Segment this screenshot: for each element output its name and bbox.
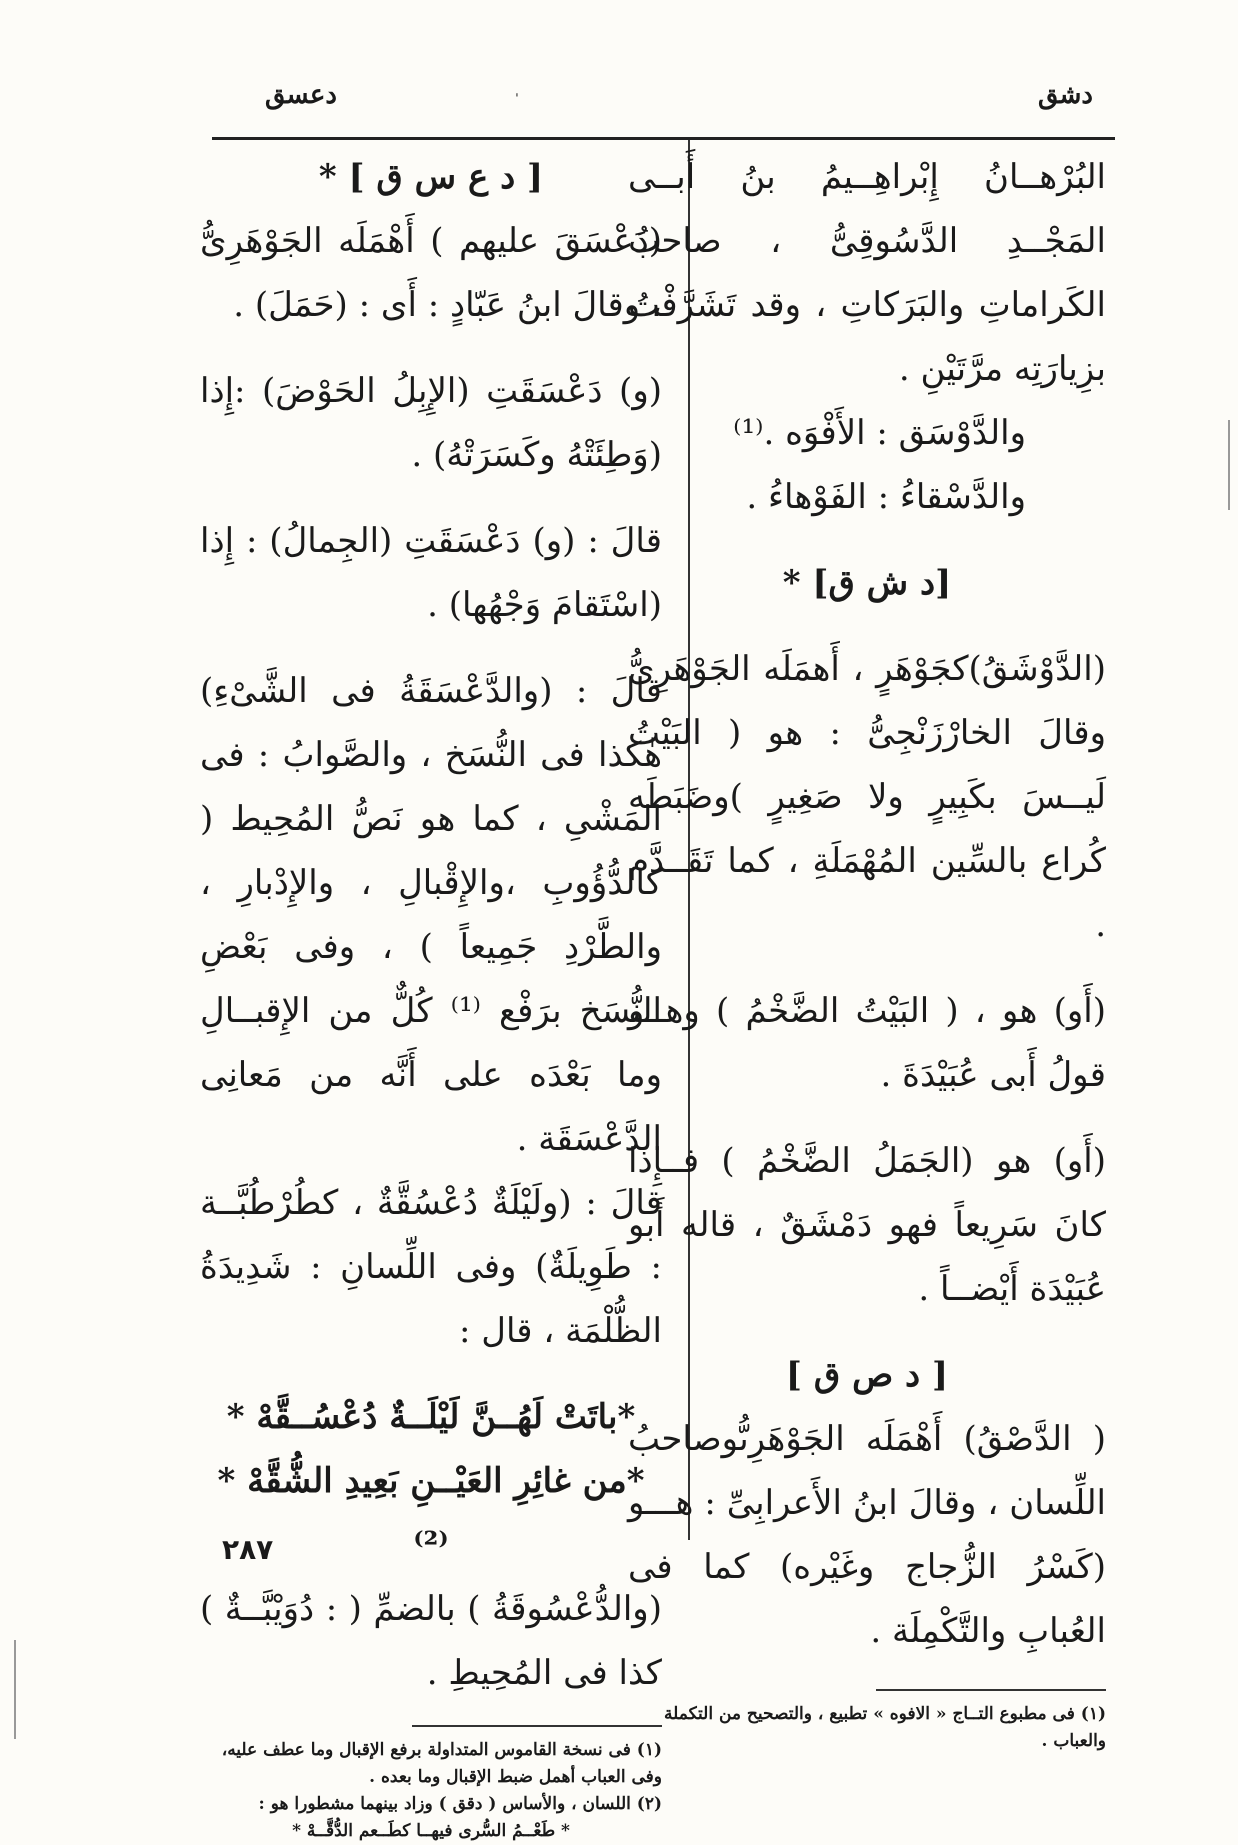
scan-artifact xyxy=(1228,420,1230,510)
root-heading-dasq: [ د ع س ق ] * xyxy=(318,157,544,197)
verse-line: *باتَتْ لَهُــنَّ لَيْلَــةٌ دُعْسُــقَّهْ * xyxy=(226,1397,636,1437)
root-heading-dsq: [ د ص ق ] xyxy=(785,1355,949,1395)
running-header-left: دعسق xyxy=(265,80,337,110)
footnote-rule xyxy=(412,1725,662,1727)
root-heading-dshq: [د ش ق] * xyxy=(782,563,952,603)
entry-paragraph: (و) دَعْسَقَتِ (الإِبِلُ الحَوْضَ) :إِذا (وَطِئَتْهُ وكَسَرَتْهُ) . xyxy=(200,371,662,475)
header-rule xyxy=(212,137,1115,140)
verse-line: *من غائِرِ العَيْــنِ بَعِيدِ الشُّقَّهْ * ⁽²⁾ xyxy=(217,1461,645,1565)
entry-paragraph: والدَّسْقاءُ : الفَوْهاءُ . xyxy=(746,477,1026,517)
left-column xyxy=(200,145,662,1845)
entry-paragraph: (أَو) هو ، ( البَيْتُ الضَّخْمُ ) وهــو قولُ أَبى عُبَيْدَةَ . xyxy=(628,991,1106,1095)
entry-paragraph: قالَ : (والدَّعْسَقَةُ فى الشَّىْءِ) هٰكذا فى النُّسَخ ، والصَّوابُ : فى المَشْىِ ، كما هو نَصُّ المُحِيط ( كالدُّؤُوبِ ،والإِقْبالِ ، والإِدْبارِ ، والطَّرْدِ جَمِيعاً ) ، وفى بَعْضِ النُّسَخ برَفْع ⁽¹⁾ كُلٌّ من الإِقبــالِ وما بَعْدَه على أَنَّه من مَعانِى الدَّعْسَقَة . xyxy=(200,671,662,1159)
footnote: (١) فى نسخة القاموس المتداولة برفع الإقبال وما عطف عليه، وفى العباب أهمل ضبط الإقبال وما بعده . xyxy=(221,1740,662,1787)
footnote-verse: * طَعْــمُ السُّرى فيهــا كطَــعم الدُّقَّــهْ * xyxy=(292,1821,570,1841)
entry-paragraph: (أَو) هو (الجَمَلُ الضَّخْمُ ) فــإِذا كانَ سَرِيعاً فهو دَمْشَقٌ ، قاله أَبو عُبَيْدَة أَيْضــاً . xyxy=(628,1141,1106,1309)
right-column xyxy=(628,145,1106,1755)
entry-paragraph: (دَعْسَقَ عليهم ) أَهْمَلَه الجَوْهَرِىُّ ، وقالَ ابنُ عَبّادٍ : أَى : (حَمَلَ) . xyxy=(200,221,662,325)
footnote: (١) فى مطبوع التــاج « الافوه » تطبيع ، والتصحيح من التكملة والعباب . xyxy=(664,1704,1106,1751)
entry-paragraph: ( الدَّصْقُ) أَهْمَلَه الجَوْهَرِىُّوصاحبُ اللِّسان ، وقالَ ابنُ الأَعرابِىِّ : هـــو (كَسْرُ الزُّجاج وغَيْره) كما فى العُبابِ والتَّكْمِلَة . xyxy=(628,1419,1106,1651)
entry-paragraph: والدَّوْسَق : الأَفْوَه .⁽¹⁾ xyxy=(733,413,1026,453)
entry-paragraph: قالَ : (و) دَعْسَقَتِ (الجِمالُ) : إِذا (اسْتَقامَ وَجْهُها) . xyxy=(200,521,662,625)
entry-paragraph: (والدُّعْسُوقَةُ ) بالضمِّ ( : دُوَيْبَّــةٌ ) كذا فى المُحِيطِ . xyxy=(200,1589,662,1693)
page-number: ٢٨٧ xyxy=(222,1533,274,1566)
footnote-rule xyxy=(876,1689,1106,1691)
header-mark: ˈ xyxy=(515,92,519,108)
entry-paragraph: البُرْهــانُ إِبْراهِــيمُ بنُ أَبــى المَجْــدِ الدَّسُوقِىُّ ، صاحبُ الكَراماتِ والبَرَكاتِ ، وقد تَشَرَّفْتُ بزِيارَتِه مرَّتَيْنِ . xyxy=(628,157,1106,389)
entry-paragraph: قالَ : (ولَيْلَةٌ دُعْسُقَّةٌ ، كطُرْطُبَّــة : طَوِيلَةٌ) وفى اللِّسانِ : شَدِيدَةُ الظُّلْمَة ، قال : xyxy=(200,1183,662,1351)
footnote: (٢) اللسان ، والأساس ( دقق ) وزاد بينهما مشطورا هو : xyxy=(258,1794,662,1814)
running-header-right: دشق xyxy=(1037,80,1093,110)
scan-artifact xyxy=(14,1640,16,1739)
entry-paragraph: (الدَّوْشَقُ)كجَوْهَرٍ ، أَهمَلَه الجَوْهَرِىُّ وقالَ الخارْزَنْجِىُّ : هو ( البَيْتُ لَيــسَ بكَبِيرٍ ولا صَغِيرٍ )وضَبَطَه كُراع بالسِّين المُهْمَلَةِ ، كما تَقَــدَّم . xyxy=(628,649,1106,945)
